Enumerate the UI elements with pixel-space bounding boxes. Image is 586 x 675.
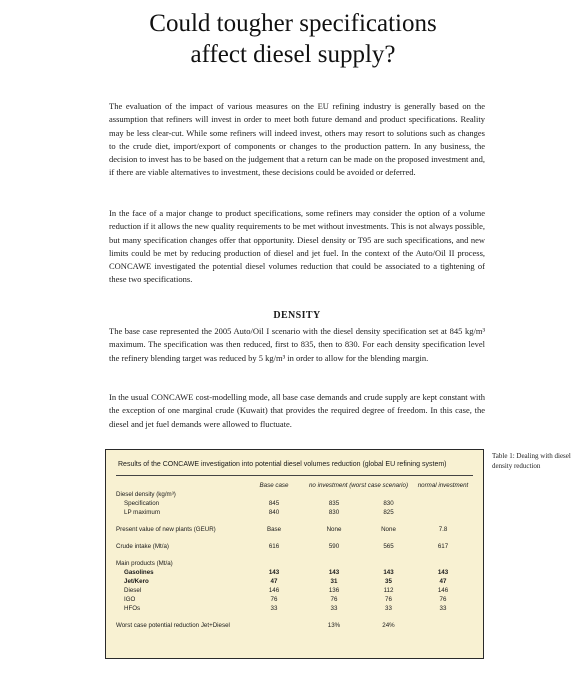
row-value: 845 <box>268 500 280 507</box>
row-value <box>244 490 304 499</box>
row-value: 47 <box>270 578 278 585</box>
row-value <box>413 613 473 630</box>
row-label: Main products (Mt/a) <box>116 560 173 567</box>
row-label: Worst case potential reduction Jet+Diesel <box>116 622 230 629</box>
row-value: 33 <box>270 605 278 612</box>
row-label: Diesel density (kg/m³) <box>116 491 176 498</box>
table-row <box>116 577 473 586</box>
row-value: 13% <box>327 622 341 629</box>
row-value: 143 <box>328 569 340 576</box>
row-value: 112 <box>383 587 394 594</box>
row-value: 590 <box>328 543 340 550</box>
page-title <box>0 8 586 70</box>
row-label: HFOs <box>124 605 141 612</box>
row-value: None <box>381 526 396 533</box>
row-value <box>304 490 364 499</box>
density-paragraph-2: In the usual CONCAWE cost-modelling mode, all base case demands and crude supply are kept constant with the exception of one marginal crude (Kuwait) that provides the required degree of freedom. In this case, the diesel and jet fuel demands were allowed to fluctuate. <box>109 392 485 429</box>
row-value: 76 <box>385 596 392 603</box>
results-table <box>116 481 473 630</box>
table-row <box>116 595 473 604</box>
row-value <box>413 551 473 568</box>
table-row <box>116 613 473 630</box>
row-value: 617 <box>437 543 449 550</box>
table-row <box>116 517 473 534</box>
row-value: 143 <box>437 569 449 576</box>
results-table-panel <box>105 449 484 659</box>
row-value: 33 <box>330 605 338 612</box>
intro-paragraph-2: In the face of a major change to product specifications, some refiners may consider the option of a volume reduction if it allows the new quality requirements to be met without investments. This is not always possible, but many specification changes offer that opportunity. Diesel density or T95 are such specifications, and new limits could be met by reducing production of diesel and jet fuel. In the context of the Auto/Oil II process, CONCAWE investigated the potential diesel volumes reduction that could be associated to a tightening of these two specifications. <box>109 208 485 285</box>
row-label: Jet/Kero <box>124 578 149 585</box>
table-row <box>116 568 473 577</box>
density-paragraph-1: The base case represented the 2005 Auto/Oil I scenario with the diesel density specification set at 845 kg/m³ maximum. The specification was then reduced, first to 835, then to 830. For each density specification level the refinery blending target was reduced by 5 kg/m³ in order to allow for the blending margin. <box>109 326 485 363</box>
table-title: Results of the CONCAWE investigation into potential diesel volumes reduction (global EU refining system) <box>118 461 447 468</box>
row-value: 143 <box>383 569 394 576</box>
row-value: 616 <box>268 543 280 550</box>
row-value: 830 <box>328 509 340 516</box>
row-value: None <box>326 526 342 533</box>
row-value <box>413 508 473 517</box>
row-value: 33 <box>439 605 447 612</box>
row-value <box>413 490 473 499</box>
row-value: 830 <box>383 500 394 507</box>
header-no-investment: no investment (worst case scenario) <box>308 482 409 489</box>
row-value <box>304 551 364 568</box>
row-value: 136 <box>328 587 340 594</box>
table-row <box>116 551 473 568</box>
table-row <box>116 499 473 508</box>
title-line-1: Could tougher specifications <box>149 10 437 37</box>
row-label: Present value of new plants (GEUR) <box>116 526 216 533</box>
section-heading-density: DENSITY <box>273 310 321 321</box>
row-value: Base <box>266 526 282 533</box>
table-row <box>116 604 473 613</box>
header-base-case: Base case <box>259 482 289 489</box>
row-value: 76 <box>270 596 278 603</box>
row-value: 146 <box>437 587 449 594</box>
row-value <box>244 613 304 630</box>
table-divider <box>116 475 473 476</box>
header-label <box>116 481 244 490</box>
row-value: 143 <box>268 569 280 576</box>
row-value: 31 <box>330 578 338 585</box>
table-row <box>116 586 473 595</box>
row-value: 24% <box>382 622 395 629</box>
row-value: 835 <box>328 500 340 507</box>
row-value: 825 <box>383 509 394 516</box>
row-label: Crude intake (Mt/a) <box>116 543 169 550</box>
row-value: 76 <box>439 596 447 603</box>
row-label: LP maximum <box>124 509 160 516</box>
table-row <box>116 508 473 517</box>
row-label: Gasolines <box>124 569 154 576</box>
row-value: 840 <box>268 509 280 516</box>
row-value: 33 <box>385 605 392 612</box>
title-line-2: affect diesel supply? <box>190 41 396 68</box>
row-label: Diesel <box>124 587 142 594</box>
row-value <box>364 551 413 568</box>
row-value: 565 <box>383 543 394 550</box>
row-value <box>244 551 304 568</box>
header-normal-investment: normal investment <box>417 482 469 489</box>
row-value <box>413 499 473 508</box>
row-value <box>364 490 413 499</box>
row-value: 7.8 <box>438 526 448 533</box>
table-caption: Table 1: Dealing with diesel density reduction <box>492 452 571 470</box>
row-value: 76 <box>330 596 338 603</box>
row-label: IGO <box>124 596 136 603</box>
table-header-row <box>116 481 473 490</box>
row-label: Specification <box>124 500 160 507</box>
row-value: 35 <box>385 578 392 585</box>
row-value: 146 <box>268 587 280 594</box>
table-row <box>116 534 473 551</box>
intro-paragraph-1: The evaluation of the impact of various measures on the EU refining industry is generally based on the assumption that refiners will invest in order to meet both future demand and product specifications. Reality may be less clear-cut. While some refiners will indeed invest, others may resort to solutions such as changes to the crude diet, import/export of components or changes to the production pattern. In any business, the decision to invest has to be based on the judgement that a return can be made on the proposed investment and, if there are viable alternatives to investment, these decisions could be avoided or deferred. <box>109 101 485 178</box>
table-row <box>116 490 473 499</box>
row-value: 47 <box>439 578 447 585</box>
